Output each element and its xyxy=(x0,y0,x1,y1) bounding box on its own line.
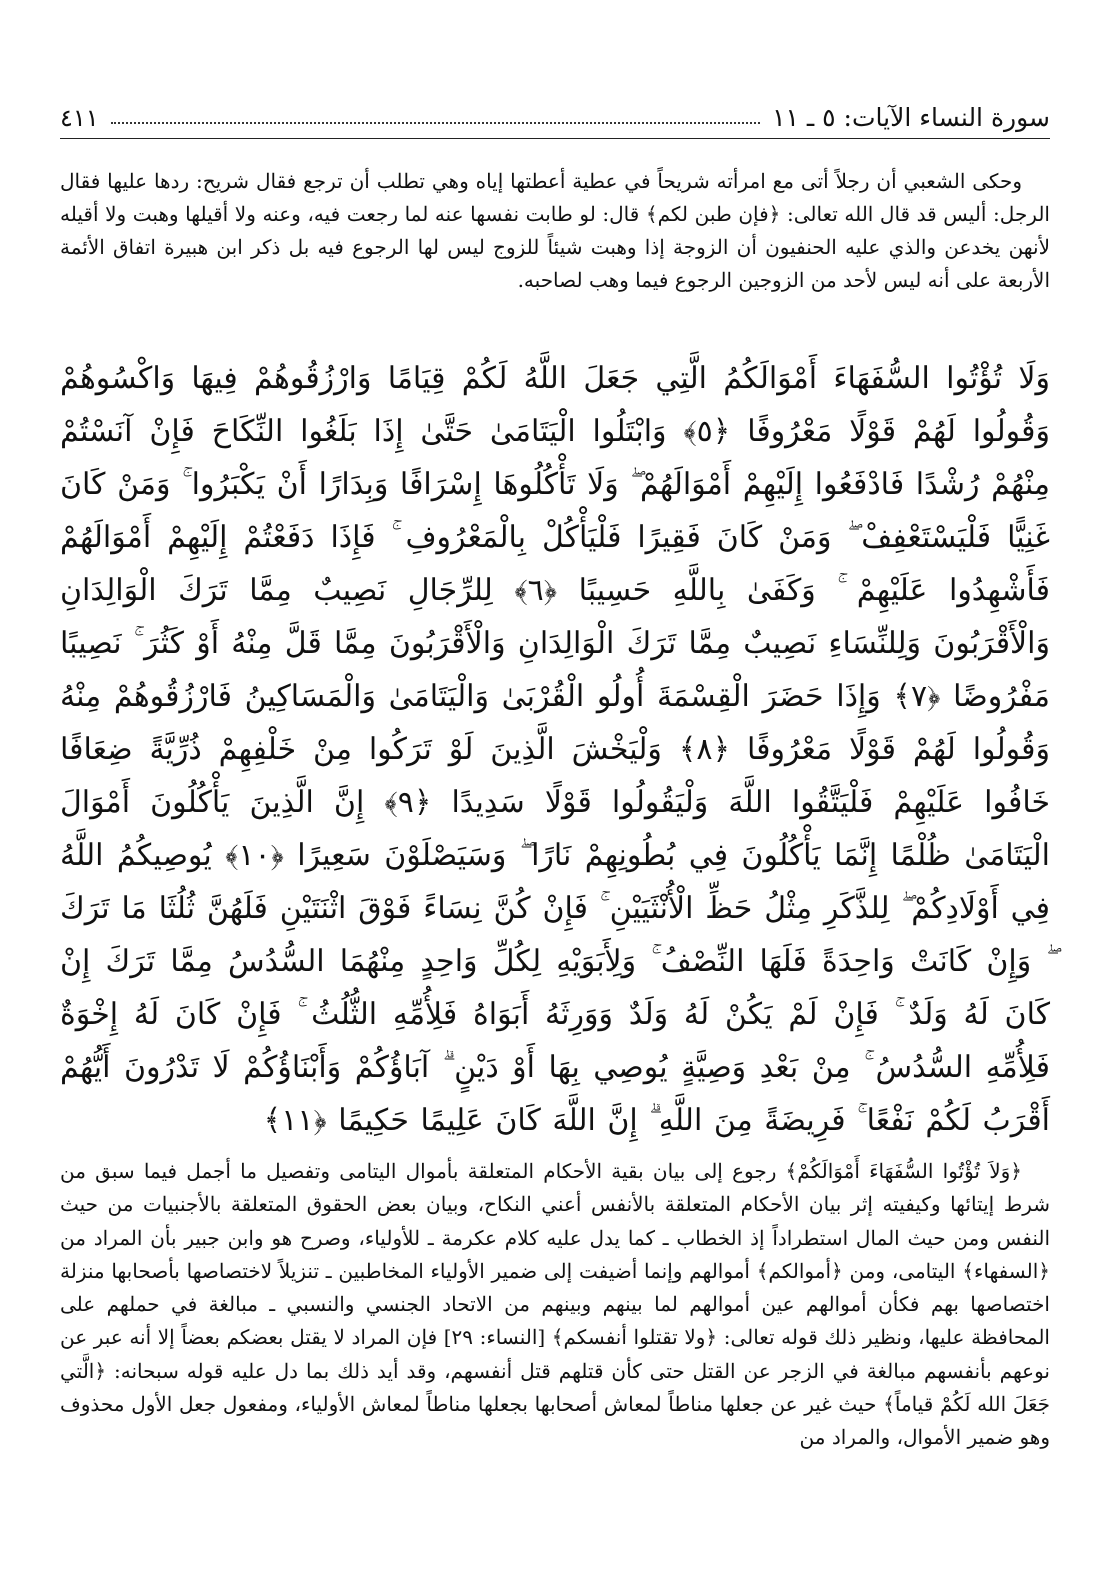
header-dotted-leader xyxy=(111,122,760,124)
intro-paragraph: وحكى الشعبي أن رجلاً أتى مع امرأته شريحاً في عطية أعطتها إياه وهي تطلب أن ترجع فقال شريح: ردها عليها فقال الرجل: أليس قد قال الله تعالى: ﴿فإن طبن لكم﴾ قال: لو طابت نفسها عنه لما رجعت فيه، وعنه ولا أقيلها وهبت ولا أقيله لأنهن يخدعن والذي عليه الحنفيون أن الزوجة إذا وهبت شيئاً للزوج ليس لها الرجوع فيه بل ذكر ابن هبيرة اتفاق الأئمة الأربعة على أنه ليس لأحد من الزوجين الرجوع فيما وهب لصاحبه. xyxy=(60,169,1050,292)
quran-verses-last-line: أَقْرَبُ لَكُمْ نَفْعًا ۚ فَرِيضَةً مِنَ اللَّهِ ۗ إِنَّ اللَّهَ كَانَ عَلِيمًا حَكِيمًا ﴿١١﴾ xyxy=(263,1103,1050,1138)
quran-verses-text: وَلَا تُؤْتُوا السُّفَهَاءَ أَمْوَالَكُمُ الَّتِي جَعَلَ اللَّهُ لَكُمْ قِيَامًا وَارْزُقُوهُمْ فِيهَا وَاكْسُوهُمْ وَقُولُوا لَهُمْ قَوْلًا مَعْرُوفًا ﴿٥﴾ وَابْتَلُوا الْيَتَامَىٰ حَتَّىٰ إِذَا بَلَغُوا النِّكَاحَ فَإِنْ آنَسْتُمْ مِنْهُمْ رُشْدًا فَادْفَعُوا إِلَيْهِمْ أَمْوَالَهُمْ ۖ وَلَا تَأْكُلُوهَا إِسْرَافًا وَبِدَارًا أَنْ يَكْبَرُوا ۚ وَمَنْ كَانَ غَنِيًّا فَلْيَسْتَعْفِفْ ۖ وَمَنْ كَانَ فَقِيرًا فَلْيَأْكُلْ بِالْمَعْرُوفِ ۚ فَإِذَا دَفَعْتُمْ إِلَيْهِمْ أَمْوَالَهُمْ فَأَشْهِدُوا عَلَيْهِمْ ۚ وَكَفَىٰ بِاللَّهِ حَسِيبًا ﴿٦﴾ لِلرِّجَالِ نَصِيبٌ مِمَّا تَرَكَ الْوَالِدَانِ وَالْأَقْرَبُونَ وَلِلنِّسَاءِ نَصِيبٌ مِمَّا تَرَكَ الْوَالِدَانِ وَالْأَقْرَبُونَ مِمَّا قَلَّ مِنْهُ أَوْ كَثُرَ ۚ نَصِيبًا مَفْرُوضًا ﴿٧﴾ وَإِذَا حَضَرَ الْقِسْمَةَ أُولُو الْقُرْبَىٰ وَالْيَتَامَىٰ وَالْمَسَاكِينُ فَارْزُقُوهُمْ مِنْهُ وَقُولُوا لَهُمْ قَوْلًا مَعْرُوفًا ﴿٨﴾ وَلْيَخْشَ الَّذِينَ لَوْ تَرَكُوا مِنْ خَلْفِهِمْ ذُرِّيَّةً ضِعَافًا خَافُوا عَلَيْهِمْ فَلْيَتَّقُوا اللَّهَ وَلْيَقُولُوا قَوْلًا سَدِيدًا ﴿٩﴾ إِنَّ الَّذِينَ يَأْكُلُونَ أَمْوَالَ الْيَتَامَىٰ ظُلْمًا إِنَّمَا يَأْكُلُونَ فِي بُطُونِهِمْ نَارًا ۖ وَسَيَصْلَوْنَ سَعِيرًا ﴿١٠﴾ يُوصِيكُمُ اللَّهُ فِي أَوْلَادِكُمْ ۖ لِلذَّكَرِ مِثْلُ حَظِّ الْأُنْثَيَيْنِ ۚ فَإِنْ كُنَّ نِسَاءً فَوْقَ اثْنَتَيْنِ فَلَهُنَّ ثُلُثَا مَا تَرَكَ ۖ وَإِنْ كَانَتْ وَاحِدَةً فَلَهَا النِّصْفُ ۚ وَلِأَبَوَيْهِ لِكُلِّ وَاحِدٍ مِنْهُمَا السُّدُسُ مِمَّا تَرَكَ إِنْ كَانَ لَهُ وَلَدٌ ۚ فَإِنْ لَمْ يَكُنْ لَهُ وَلَدٌ وَوَرِثَهُ أَبَوَاهُ فَلِأُمِّهِ الثُّلُثُ ۚ فَإِنْ كَانَ لَهُ إِخْوَةٌ فَلِأُمِّهِ السُّدُسُ ۚ مِنْ بَعْدِ وَصِيَّةٍ يُوصِي بِهَا أَوْ دَيْنٍ ۗ آبَاؤُكُمْ وَأَبْنَاؤُكُمْ لَا تَدْرُونَ أَيُّهُمْ xyxy=(60,361,1050,1085)
page-header xyxy=(60,90,1050,139)
commentary-paragraph: ﴿وَلاَ تُؤْتُوا السُّفَهَاءَ أَمْوَالَكُمْ﴾ رجوع إلى بيان بقية الأحكام المتعلقة بأموال اليتامى وتفصيل ما أجمل فيما سبق من شرط إيتائها وكيفيته إثر بيان الأحكام المتعلقة بالأنفس أعني النكاح، وبيان بعض الحقوق المتعلقة بالأجنبيات من حيث النفس ومن حيث المال استطراداً إذ الخطاب ـ كما يدل عليه كلام عكرمة ـ للأولياء، وصرح هو وابن جبير بأن المراد من ﴿السفهاء﴾ اليتامى، ومن ﴿أموالكم﴾ أموالهم وإنما أضيفت إلى ضمير الأولياء المخاطبين ـ تنزيلاً لاختصاصها بأصحابها منزلة اختصاصها بهم فكأن أموالهم عين أموالهم لما بينهم وبينهم من الاتحاد الجنسي والنسبي ـ مبالغة في حملهم على المحافظة عليها، ونظير ذلك قوله تعالى: ﴿ولا تقتلوا أنفسكم﴾ [النساء: ٢٩] فإن المراد لا يقتل بعضكم بعضاً إلا أنه عبر عن نوعهم بأنفسهم مبالغة في الزجر عن القتل حتى كأن قتلهم قتل أنفسهم، وقد أيد ذلك بما دل عليه قوله سبحانه: ﴿الَّتي جَعَلَ الله لَكُمْ قياماً﴾ حيث غير عن جعلها مناطاً لمعاش أصحابها بجعلها مناطاً لمعاش الأولياء، ومفعول جعل الأول محذوف وهو ضمير الأموال، والمراد من xyxy=(60,1159,1051,1450)
quran-verses-block xyxy=(60,352,1050,1147)
page-number: ٤١١ xyxy=(60,104,99,132)
surah-title: سورة النساء الآيات: ٥ ـ ١١ xyxy=(772,103,1050,132)
